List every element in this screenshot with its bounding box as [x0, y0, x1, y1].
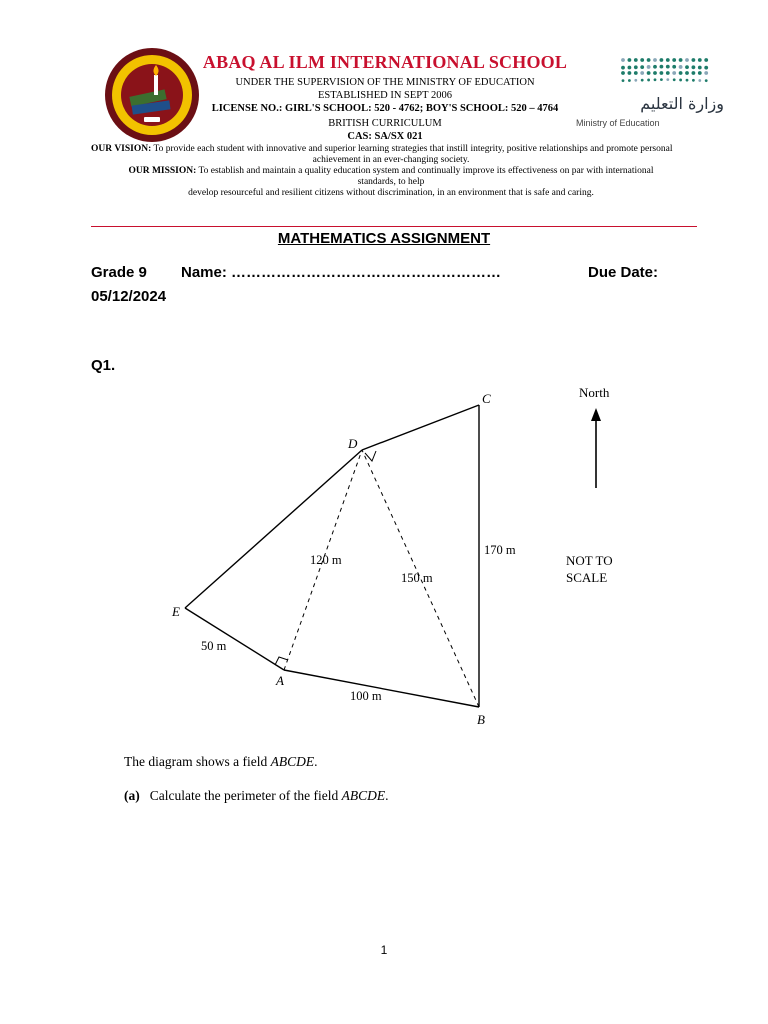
mission-label: OUR MISSION:	[128, 166, 197, 176]
vertex-label-e: E	[172, 604, 180, 619]
school-name: ABAQ AL ILM INTERNATIONAL SCHOOL	[202, 52, 568, 72]
ministry-dot	[698, 66, 702, 70]
established-line: ESTABLISHED IN SEPT 2006	[317, 90, 452, 101]
assignment-title: MATHEMATICS ASSIGNMENT	[277, 230, 491, 247]
edge-ea	[185, 608, 284, 670]
ministry-dot	[692, 71, 696, 75]
diagonals	[284, 450, 479, 707]
not-to-scale-line-2: SCALE	[566, 570, 608, 585]
supervision-line: UNDER THE SUPERVISION OF THE MINISTRY OF EDUCATION	[235, 77, 535, 88]
ministry-dot	[666, 58, 670, 62]
ministry-dot	[679, 58, 683, 62]
length-ad: 120 m	[310, 553, 342, 567]
question-part-a	[124, 788, 389, 804]
right-angle-d	[365, 451, 376, 461]
ministry-dot	[685, 58, 689, 62]
cas-line: CAS: SA/SX 021	[347, 131, 423, 142]
part-a-prefix: Calculate the perimeter of the field	[149, 788, 342, 803]
vertex-label-b: B	[477, 712, 485, 727]
ministry-dot	[672, 71, 676, 75]
ministry-dot	[628, 58, 632, 62]
north-arrow	[579, 385, 610, 488]
vision-text-2: achievement in an ever-changing society.	[312, 155, 470, 165]
ministry-dot	[622, 79, 625, 82]
ministry-dot	[660, 58, 664, 62]
ministry-dot	[647, 65, 651, 69]
due-date-value: 05/12/2024	[91, 288, 167, 305]
north-arrow-icon	[591, 408, 601, 421]
due-date-label: Due Date:	[588, 264, 659, 281]
ministry-dot	[640, 58, 644, 62]
ministry-dot	[634, 58, 638, 62]
question-number: Q1.	[91, 357, 116, 374]
ministry-dot	[647, 71, 651, 75]
ministry-dot	[685, 65, 689, 69]
ministry-dot	[705, 79, 708, 82]
ministry-dot	[621, 66, 625, 70]
stem-suffix: .	[314, 754, 318, 769]
ministry-dot	[679, 79, 682, 82]
ministry-dot	[647, 58, 651, 62]
right-angle-a	[275, 657, 288, 665]
ministry-dot	[628, 79, 631, 82]
mission-text-3: develop resourceful and resilient citizens without discrimination, in an environment that is safe and caring.	[188, 188, 594, 198]
ministry-dot	[660, 78, 663, 81]
part-a-field: ABCDE	[341, 788, 386, 803]
mission-text: To establish and maintain a quality education system and continually improve its effectiveness on par with international	[196, 166, 654, 176]
vision-label: OUR VISION:	[91, 144, 152, 154]
school-logo	[104, 47, 200, 143]
ministry-dot	[698, 58, 702, 62]
ministry-dot	[704, 66, 708, 70]
edge-de	[185, 450, 362, 608]
length-ae: 50 m	[201, 639, 227, 653]
ministry-dots-icon	[620, 56, 760, 90]
name-field: Name: ………………………………………………	[181, 264, 502, 281]
ministry-dot	[654, 78, 657, 81]
header-divider	[91, 226, 697, 227]
ministry-dot	[704, 71, 708, 75]
stem-field: ABCDE	[270, 754, 315, 769]
ministry-dot	[666, 78, 669, 81]
vision-text: To provide each student with innovative and superior learning strategies that instill integrity, positive relationships and promote personal	[151, 144, 673, 154]
ministry-dot	[686, 79, 689, 82]
vertex-label-a: A	[276, 673, 284, 688]
ministry-dot	[628, 66, 632, 70]
ministry-dot	[685, 71, 689, 75]
part-a-label: (a)	[124, 788, 140, 803]
not-to-scale-line-1: NOT TO	[566, 553, 613, 568]
ministry-dot	[634, 65, 638, 69]
vision-mission	[91, 144, 691, 199]
ministry-dot	[653, 65, 657, 69]
mission-text-2: standards, to help	[357, 177, 425, 187]
ministry-dot	[640, 65, 644, 69]
ministry-dot	[647, 79, 650, 82]
ministry-dot	[692, 65, 696, 69]
ministry-dot	[698, 71, 702, 75]
ministry-dot	[660, 71, 664, 75]
question-stem	[124, 754, 317, 770]
ministry-dot	[666, 65, 670, 69]
edge-ab	[284, 670, 479, 707]
vertex-label-c: C	[482, 391, 491, 406]
length-ab: 100 m	[350, 689, 382, 703]
ministry-dot	[628, 71, 632, 75]
part-a-suffix: .	[385, 788, 389, 803]
ministry-arabic: وزارة التعليم	[640, 94, 724, 113]
diagonal-bd	[362, 450, 479, 707]
ministry-dot	[692, 58, 696, 62]
ministry-dot	[634, 79, 637, 82]
ministry-dot	[692, 79, 695, 82]
ministry-dot	[653, 58, 657, 62]
ministry-dot	[653, 71, 657, 75]
ministry-dot	[679, 71, 683, 75]
edge-cd	[362, 405, 479, 450]
diagonal-ad	[284, 450, 362, 670]
ministry-dot	[704, 58, 708, 62]
ministry-dot	[621, 71, 625, 75]
ministry-dot	[641, 79, 644, 82]
ministry-dot	[698, 79, 701, 82]
page-number: 1	[380, 943, 388, 957]
ministry-dot	[672, 58, 676, 62]
length-bc: 170 m	[484, 543, 516, 557]
stem-prefix: The diagram shows a field	[124, 754, 271, 769]
ministry-dot	[672, 65, 676, 69]
curriculum-line: BRITISH CURRICULUM	[328, 118, 442, 129]
ministry-dot	[673, 78, 676, 81]
grade-label: Grade 9	[91, 264, 147, 281]
ministry-dot	[621, 58, 625, 62]
ministry-dot	[666, 71, 670, 75]
ministry-logo	[570, 56, 724, 136]
ministry-dot	[640, 71, 644, 75]
ministry-dot	[634, 71, 638, 75]
license-line: LICENSE NO.: GIRL'S SCHOOL: 520 - 4762; BOY'S SCHOOL: 520 – 4764	[211, 103, 559, 114]
vertex-label-d: D	[348, 436, 358, 451]
ministry-dot	[679, 65, 683, 69]
field-outline	[185, 405, 479, 707]
ministry-dot	[660, 65, 664, 69]
ministry-english: Ministry of Education	[576, 118, 660, 128]
right-angle-markers	[275, 451, 376, 665]
north-label: North	[579, 385, 610, 400]
length-bd: 150 m	[401, 571, 433, 585]
